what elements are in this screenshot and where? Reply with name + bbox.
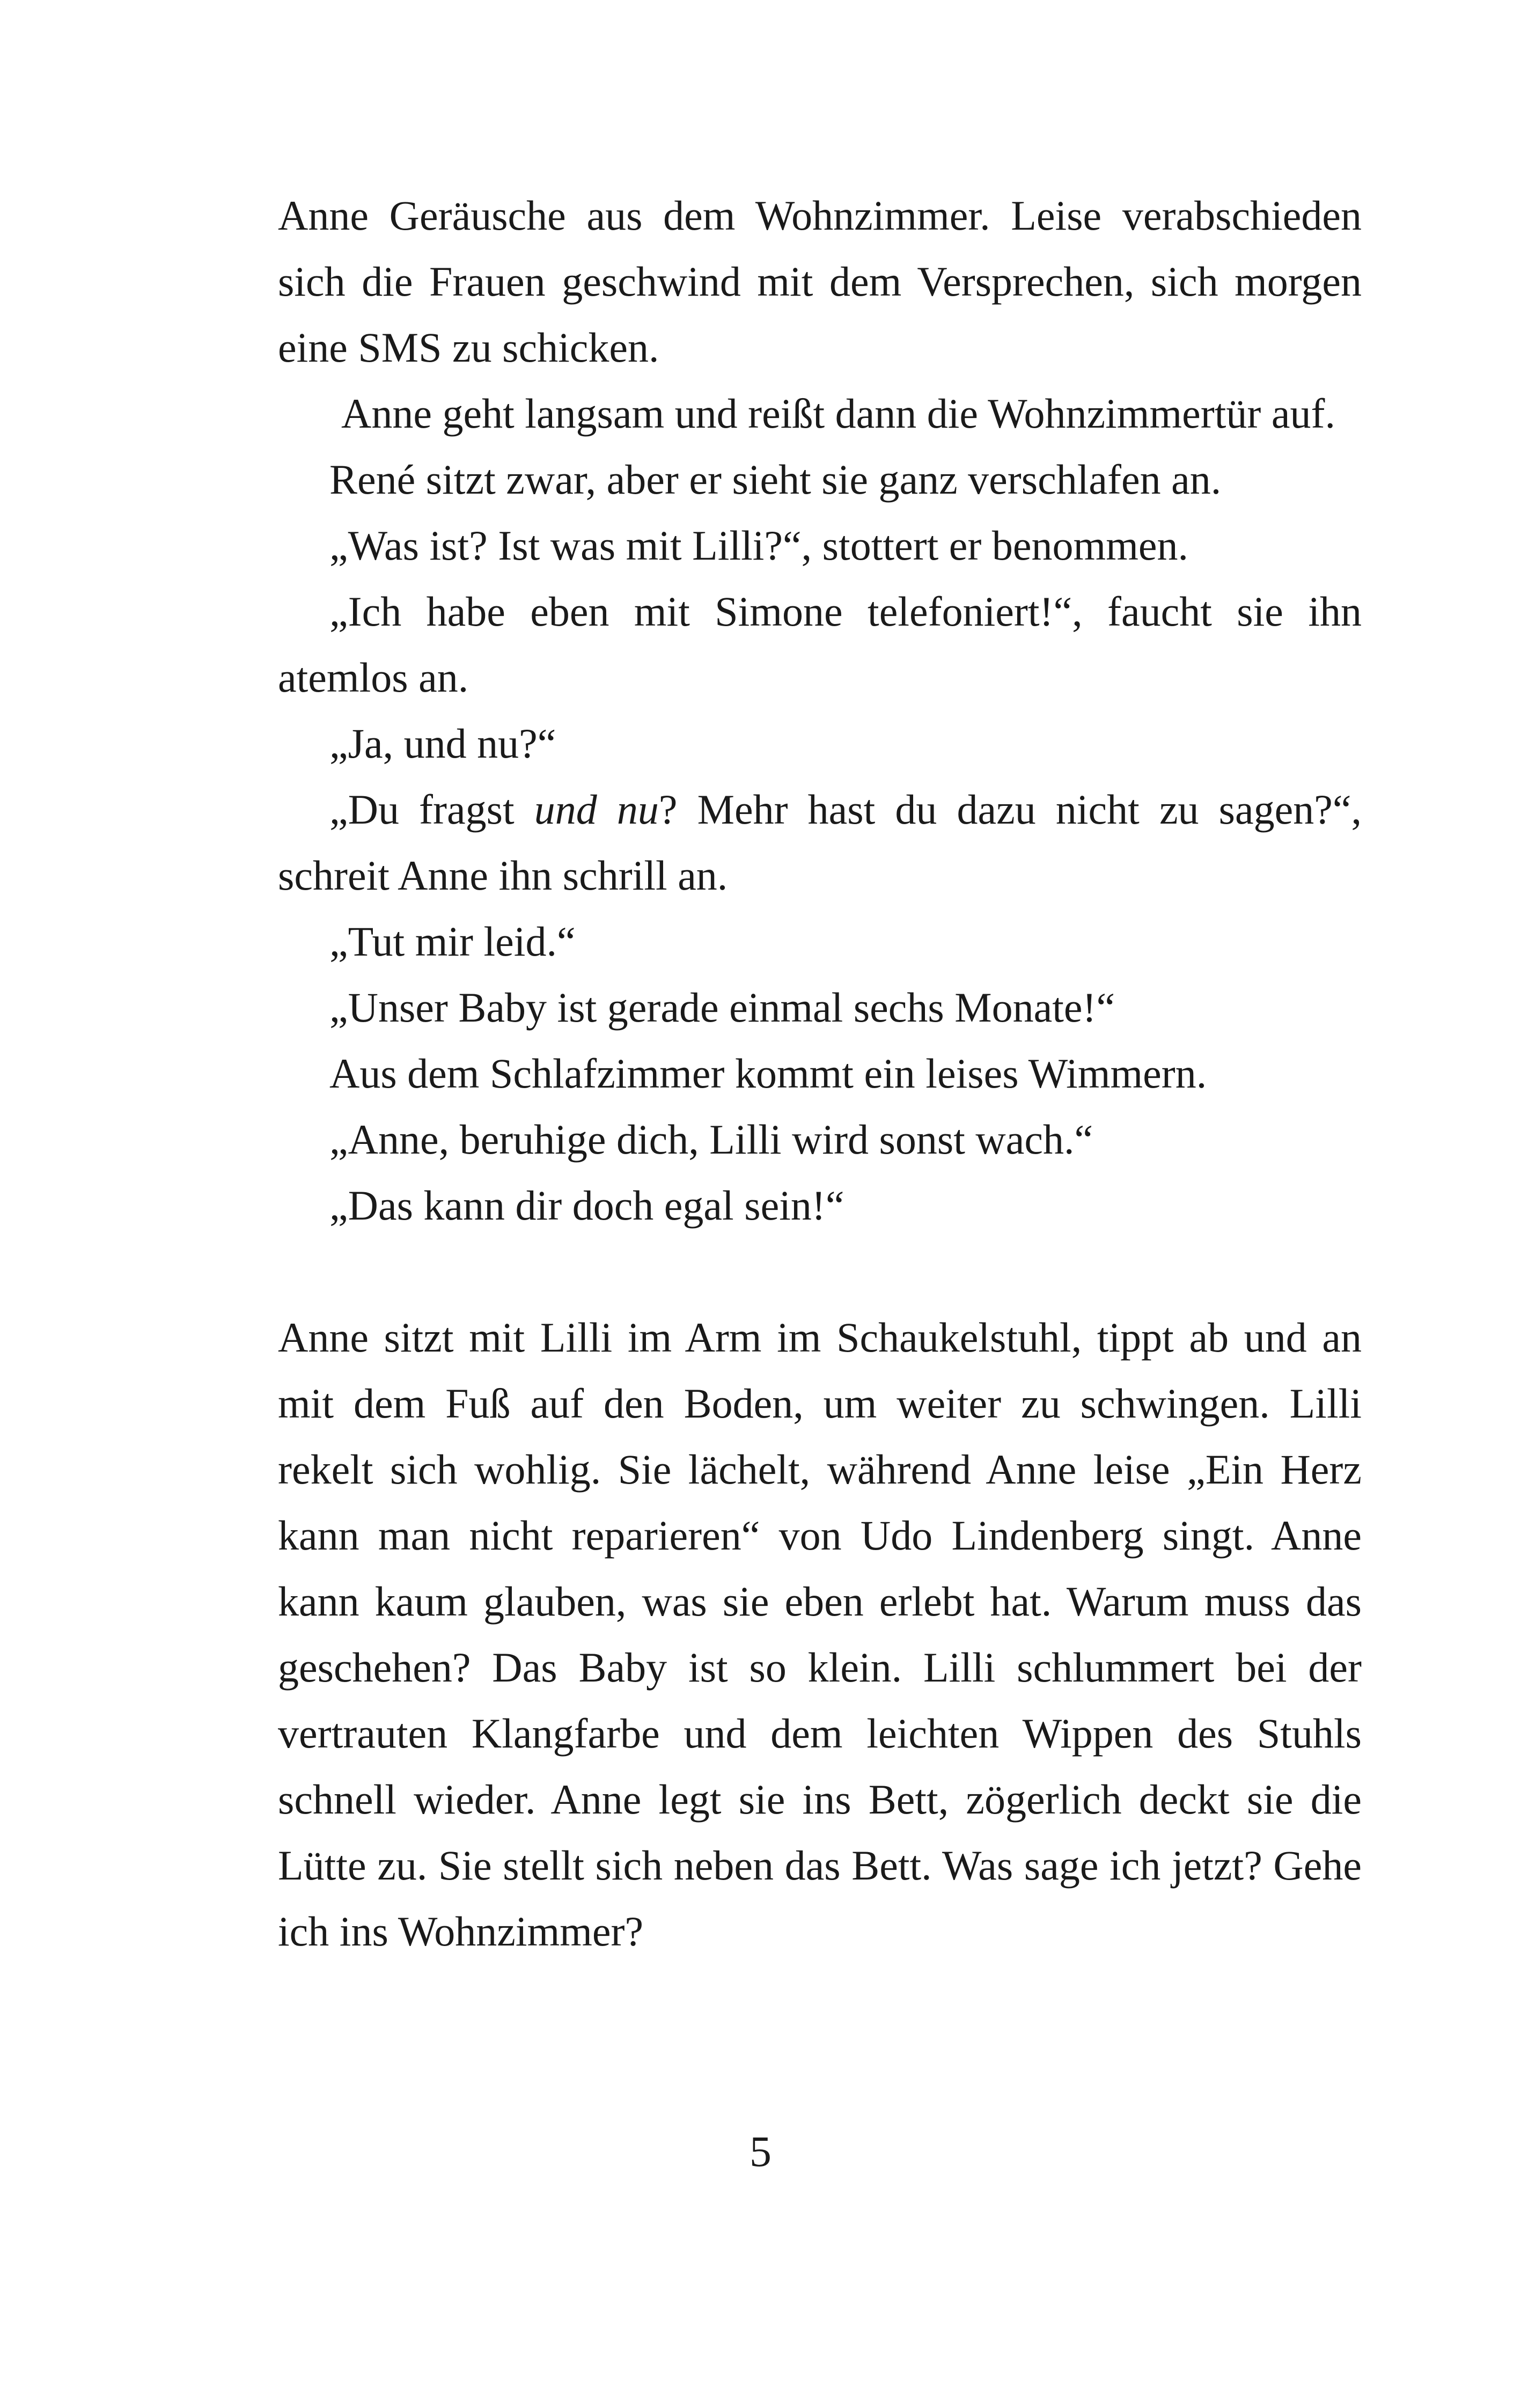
dialogue-beruhige-dich: „Anne, beruhige dich, Lilli wird sonst wach.“ <box>329 1116 1093 1163</box>
paragraph-schaukelstuhl: Anne sitzt mit Lilli im Arm im Schaukelstuhl, tippt ab und an mit dem Fuß auf den Boden, um weiter zu schwingen. Lilli rekelt sich wohlig. Sie lächelt, während Anne leise „Ein Herz kann man nicht reparieren“ von Udo Lindenberg singt. Anne kann kaum glauben, was sie eben erlebt hat. Warum muss das geschehen? Das Baby ist so klein. Lilli schlummert bei der vertrauten Klangfarbe und dem leichten Wippen des Stuhls schnell wieder. Anne legt sie ins Bett, zögerlich deckt sie die Lütte zu. Sie stellt sich neben das Bett. Was sage ich jetzt? Gehe ich ins Wohnzimmer? <box>278 1314 1362 1955</box>
dialogue-tut-mir-leid: „Tut mir leid.“ <box>329 918 576 965</box>
dialogue-du-fragst <box>278 776 1362 908</box>
dialogue-du-fragst-start: „Du fragst <box>329 786 534 833</box>
section-break <box>278 1238 1362 1304</box>
dialogue-du-fragst-end: ? Mehr hast du dazu nicht zu sagen?“, schreit Anne ihn schrill an. <box>278 786 1362 899</box>
paragraph-continuation: Anne Geräusche aus dem Wohnzimmer. Leise verabschieden sich die Frauen geschwind mit dem Versprechen, sich morgen eine SMS zu schicken. <box>278 192 1362 371</box>
dialogue-ja-und-nu: „Ja, und nu?“ <box>329 720 556 767</box>
dialogue-was-ist: „Was ist? Ist was mit Lilli?“, stottert er benommen. <box>329 522 1188 569</box>
book-page-text <box>278 182 1362 1964</box>
dialogue-egal-sein: „Das kann dir doch egal sein!“ <box>329 1182 844 1229</box>
page-number: 5 <box>750 2127 771 2176</box>
dialogue-unser-baby: „Unser Baby ist gerade einmal sechs Monate!“ <box>329 984 1115 1031</box>
dialogue-du-fragst-italic: und nu <box>534 786 659 833</box>
paragraph-anne-geht: Anne geht langsam und reißt dann die Wohnzimmertür auf. <box>341 390 1335 437</box>
paragraph-rene-sitzt: René sitzt zwar, aber er sieht sie ganz verschlafen an. <box>329 456 1222 503</box>
paragraph-wimmern: Aus dem Schlafzimmer kommt ein leises Wimmern. <box>329 1050 1207 1097</box>
dialogue-simone: „Ich habe eben mit Simone telefoniert!“, faucht sie ihn atemlos an. <box>278 588 1362 701</box>
